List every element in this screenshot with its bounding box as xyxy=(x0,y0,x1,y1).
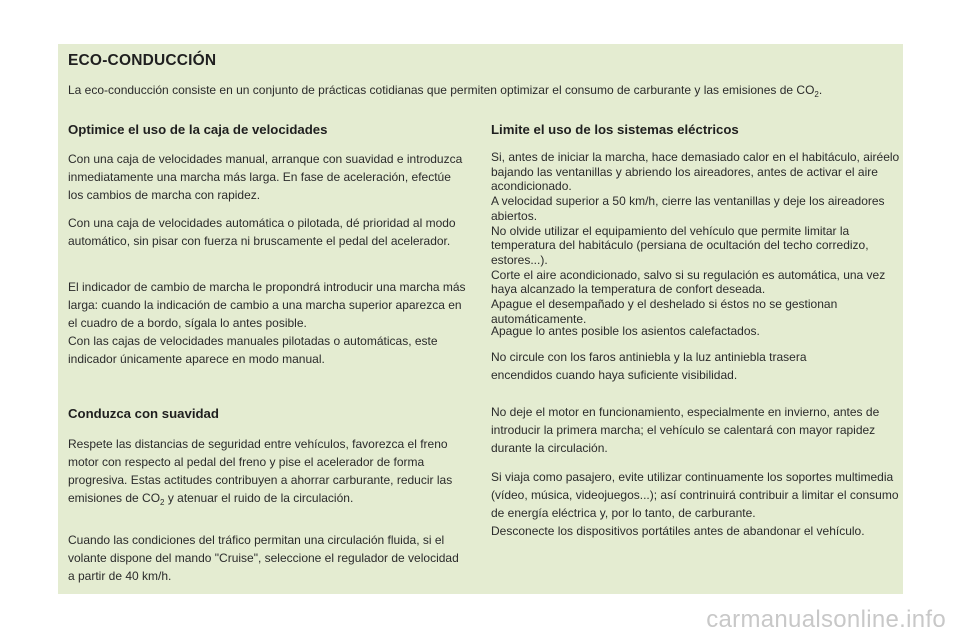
electric-block-multimedia xyxy=(491,468,901,540)
electric-paragraph-heat: Si, antes de iniciar la marcha, hace demasiado calor en el habitáculo, airéelo bajando las ventanillas y abriendo los aireadores, antes de activar el aire acondicionado. xyxy=(491,150,900,194)
electric-paragraph-speed: A velocidad superior a 50 km/h, cierre las ventanillas y deje los aireadores abiertos. xyxy=(491,194,885,223)
content-panel xyxy=(58,44,903,594)
gear-indicator-block xyxy=(68,278,468,368)
electric-block-climate xyxy=(491,150,901,326)
gear-paragraph-manual: Con una caja de velocidades manual, arranque con suavidad e introduzca inmediatamente una marcha más larga. En fase de aceleración, efectúe los cambios de marcha con rapidez. xyxy=(68,152,463,202)
electric-paragraph-portable: Desconecte los dispositivos portátiles antes de abandonar el vehículo. xyxy=(491,524,865,538)
electric-paragraph-equipment: No olvide utilizar el equipamiento del vehículo que permite limitar la temperatura del habitáculo (persiana de ocultación del techo corredizo, estores...). xyxy=(491,223,869,267)
gear-paragraph-indicator-note: Con las cajas de velocidades manuales pilotadas o automáticas, este indicador únicamente aparece en modo manual. xyxy=(68,334,438,366)
electric-paragraph-ac: Corte el aire acondicionado, salvo si su regulación es automática, una vez haya alcanzado la temperatura de confort deseada. xyxy=(491,267,886,297)
page-title: ECO-CONDUCCIÓN xyxy=(68,52,217,69)
smooth-paragraph-cruise: Cuando las condiciones del tráfico permitan una circulación fluida, si el volante dispone del mando "Cruise", seleccione el regulador de velocidad a partir de 40 km/h. xyxy=(68,533,459,583)
electric-paragraph-engine: No deje el motor en funcionamiento, especialmente en invierno, antes de introducir la primera marcha; el vehículo se calentará con mayor rapidez durante la circulación. xyxy=(491,405,880,455)
watermark: carmanualsonline.info xyxy=(706,606,946,633)
smooth-paragraph-distances: Respete las distancias de seguridad entre vehículos, favorezca el freno motor con respecto al pedal del freno y pise el acelerador de forma progresiva. Estas actitudes contribuyen a ahorrar carburante, reducir las emisiones de $CO_2$ y atenuar el ruido de la circulación. xyxy=(68,437,453,507)
electric-paragraph-foglights: No circule con los faros antiniebla y la luz antiniebla trasera encendidos cuando haya suficiente visibilidad. xyxy=(491,350,807,382)
gear-paragraph-indicator: El indicador de cambio de marcha le propondrá introducir una marcha más larga: cuando la indicación de cambio a una marcha superior aparezca en el cuadro de a bordo, sígala lo antes posible. xyxy=(68,280,466,330)
gear-paragraph-automatic: Con una caja de velocidades automática o pilotada, dé prioridad al modo automático, sin pisar con fuerza ni bruscamente el pedal del acelerador. xyxy=(68,216,456,248)
electric-heading: Limite el uso de los sistemas eléctricos xyxy=(491,122,739,137)
gear-heading: Optimice el uso de la caja de velocidades xyxy=(68,122,328,137)
electric-paragraph-defrost: Apague el desempañado y el deshelado si éstos no se gestionan automáticamente. xyxy=(491,297,838,326)
electric-paragraph-seats: Apague lo antes posible los asientos calefactados. xyxy=(491,324,760,338)
intro-paragraph: La eco-conducción consiste en un conjunto de prácticas cotidianas que permiten optimizar el consumo de carburante y las emisiones de $CO_2$. xyxy=(68,83,823,99)
smooth-heading: Conduzca con suavidad xyxy=(68,406,219,421)
electric-paragraph-multimedia: Si viaja como pasajero, evite utilizar continuamente los soportes multimedia (vídeo, música, videojuegos...); así contrinuirá contribuir a limitar el consumo de energía eléctrica y, por lo tanto, de carburante. xyxy=(491,470,899,520)
